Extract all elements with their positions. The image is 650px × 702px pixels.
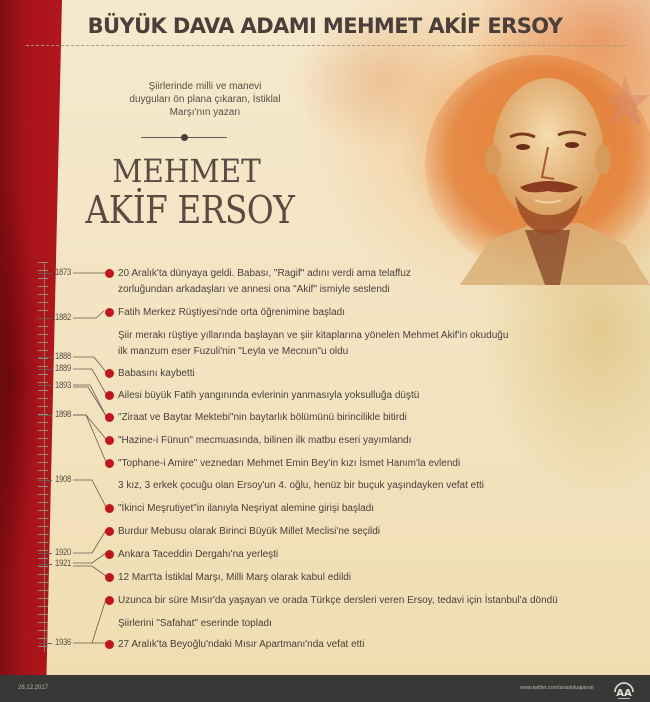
- year-label: 1898: [55, 409, 72, 419]
- bullet-dot-icon: [105, 596, 114, 605]
- year-label: 1882: [55, 312, 72, 322]
- year-label: 1873: [55, 267, 72, 277]
- timeline-event: Babasını kaybetti: [106, 367, 195, 380]
- year-label: 1921: [55, 558, 72, 568]
- timeline-event: Şiir merakı rüştiye yıllarında başlayan ve şiir kitaplarına yönelen Mehmet Akif'in okuduğu ilk manzum eser Fuzuli'nin "Leyla ve Mecnun"u oldu: [118, 330, 509, 357]
- subtitle-line: Şiirlerinde milli ve manevi: [148, 81, 262, 92]
- footer-date: 28.12.2017: [18, 685, 49, 691]
- bullet-dot-icon: [105, 527, 114, 536]
- year-label: 1920: [55, 547, 72, 557]
- bullet-dot-icon: [105, 369, 114, 378]
- page-title: BÜYÜK DAVA ADAMI MEHMET AKİF ERSOY: [87, 14, 563, 38]
- timeline-event: Ankara Taceddin Dergahı'na yerleşti: [106, 548, 278, 561]
- year-label: 1893: [55, 380, 72, 390]
- timeline-event: Uzunca bir süre Mısır'da yaşayan ve orada Türkçe dersleri veren Ersoy, tedavi için İstanbul'a döndü: [106, 594, 558, 607]
- bullet-dot-icon: [105, 308, 114, 317]
- year-label: 1889: [55, 363, 72, 373]
- footer-twitter-link[interactable]: www.twitter.com/anadoluajansi/: [520, 685, 594, 691]
- bullet-dot-icon: [105, 436, 114, 445]
- timeline-event: "Tophane-i Amire" veznedarı Mehmet Emin Bey'in kızı İsmet Hanım'la evlendi: [106, 457, 460, 470]
- timeline-event: Fatih Merkez Rüştiyesi'nde orta öğrenimine başladı: [106, 306, 345, 319]
- timeline-event: Ailesi büyük Fatih yangınında evlerinin yanmasıyla yoksulluğa düştü: [106, 389, 419, 402]
- svg-text:AA: AA: [616, 688, 632, 699]
- bullet-dot-icon: [105, 640, 114, 649]
- anadolu-agency-logo-icon: [612, 678, 636, 700]
- timeline-event: 27 Aralık'ta Beyoğlu'ndaki Mısır Apartmanı'nda vefat etti: [106, 638, 364, 651]
- bullet-dot-icon: [105, 391, 114, 400]
- subtitle-line: Marşı'nın yazarı: [169, 107, 241, 118]
- timeline-event: "İkinci Meşrutiyet"in ilanıyla Neşriyat alemine girişi başladı: [106, 502, 374, 515]
- bullet-dot-icon: [105, 550, 114, 559]
- footer-bar: [0, 675, 650, 702]
- timeline-event: 3 kız, 3 erkek çocuğu olan Ersoy'un 4. oğlu, henüz bir buçuk yaşındayken vefat etti: [118, 480, 485, 491]
- name-heading-first: MEHMET: [112, 152, 261, 190]
- bullet-dot-icon: [105, 269, 114, 278]
- timeline-event: 20 Aralık'ta dünyaya geldi. Babası, "Ragif" adını verdi ama telaffuz zorluğundan arkadaşları ve annesi ona "Akif" ismiyle seslendi: [106, 267, 411, 296]
- name-heading-last: AKİF ERSOY: [85, 188, 295, 232]
- year-label: 1936: [55, 637, 72, 647]
- timeline-event: 12 Mart'ta İstiklal Marşı, Milli Marş olarak kabul edildi: [106, 571, 351, 584]
- timeline-event: "Ziraat ve Baytar Mektebi"nin baytarlık bölümünü birincilikle bitirdi: [106, 411, 407, 424]
- subtitle-line: duyguları ön plana çıkaran, İstiklal: [129, 94, 281, 105]
- timeline-event: Şiirlerini "Safahat" eserinde topladı: [118, 618, 272, 629]
- year-label: 1908: [55, 474, 72, 484]
- timeline-event: Burdur Mebusu olarak Birinci Büyük Millet Meclisi'ne seçildi: [106, 525, 380, 538]
- bullet-dot-icon: [105, 413, 114, 422]
- bullet-dot-icon: [105, 573, 114, 582]
- bullet-dot-icon: [105, 459, 114, 468]
- year-label: 1888: [55, 351, 72, 361]
- bullet-dot-icon: [105, 504, 114, 513]
- timeline-event: "Hazine-i Fünun" mecmuasında, bilinen ilk matbu eseri yayımlandı: [106, 434, 411, 447]
